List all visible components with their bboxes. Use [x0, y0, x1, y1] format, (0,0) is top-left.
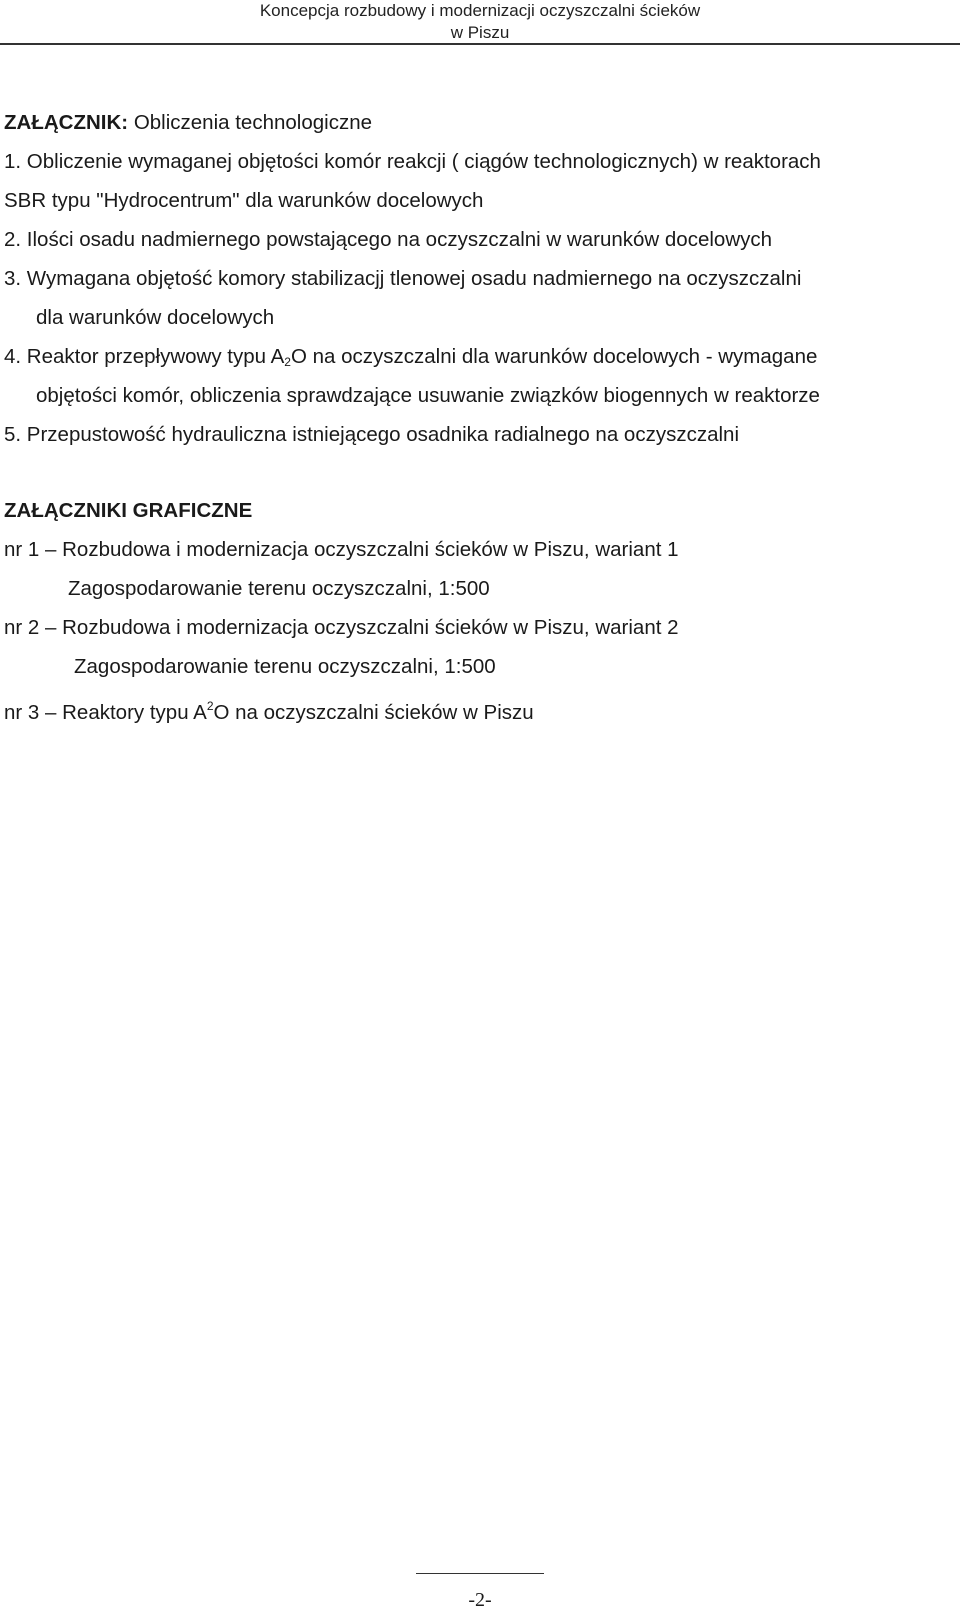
page-number: -2- [468, 1589, 492, 1611]
annex-item-3-line-2: dla warunków docelowych [36, 306, 275, 329]
footer-divider [416, 1573, 544, 1574]
header-divider [0, 43, 960, 45]
annex-item-5-line-1: 5. Przepustowość hydrauliczna istniejącego osadnika radialnego na oczyszczalni [4, 423, 739, 446]
annex-item-2-line-1: 2. Ilości osadu nadmiernego powstającego na oczyszczalni w warunków docelowych [4, 228, 773, 251]
annex-item-4-text-a: 4. Reaktor przepływowy typu A [4, 345, 285, 368]
annex-item-3-line-1: 3. Wymagana objętość komory stabilizacjj tlenowej osadu nadmiernego na oczyszczalni [4, 267, 802, 290]
annex-heading [4, 110, 372, 136]
annex-item-4-line-2: objętości komór, obliczenia sprawdzające usuwanie związków biogennych w reaktorze [36, 384, 820, 407]
annex-item-1-line-2: SBR typu "Hydrocentrum" dla warunków docelowych [4, 189, 484, 212]
annex-item-4-subscript: 2 [284, 355, 291, 369]
annex-label: ZAŁĄCZNIK: [4, 111, 129, 134]
annex-item-4-line-1 [4, 344, 817, 375]
annex-item-1-line-1: 1. Obliczenie wymaganej objętości komór reakcji ( ciągów technologicznych) w reaktorach [4, 150, 821, 173]
graphic-item-2-line-2: Zagospodarowanie terenu oczyszczalni, 1:500 [74, 655, 496, 678]
header-location-line: w Piszu [450, 23, 510, 42]
graphic-item-3-line-1 [4, 693, 534, 726]
annex-title: Obliczenia technologiczne [128, 111, 372, 134]
graphics-heading: ZAŁĄCZNIKI GRAFICZNE [4, 499, 253, 522]
graphic-item-1-line-2: Zagospodarowanie terenu oczyszczalni, 1:500 [68, 577, 490, 600]
graphic-item-1-line-1: nr 1 – Rozbudowa i modernizacja oczyszczalni ścieków w Piszu, wariant 1 [4, 538, 679, 561]
annex-item-4-text-b: O na oczyszczalni dla warunków docelowych - wymagane [290, 345, 818, 368]
header-title-line: Koncepcja rozbudowy i modernizacji oczyszczalni ścieków [259, 1, 701, 20]
graphic-item-3-superscript: 2 [206, 699, 214, 713]
page-header [0, 0, 960, 44]
graphic-item-3-text-b: O na oczyszczalni ścieków w Piszu [213, 701, 534, 724]
graphic-item-3-text-a: nr 3 – Reaktory typu A [4, 701, 207, 724]
graphic-item-2-line-1: nr 2 – Rozbudowa i modernizacja oczyszczalni ścieków w Piszu, wariant 2 [4, 616, 679, 639]
